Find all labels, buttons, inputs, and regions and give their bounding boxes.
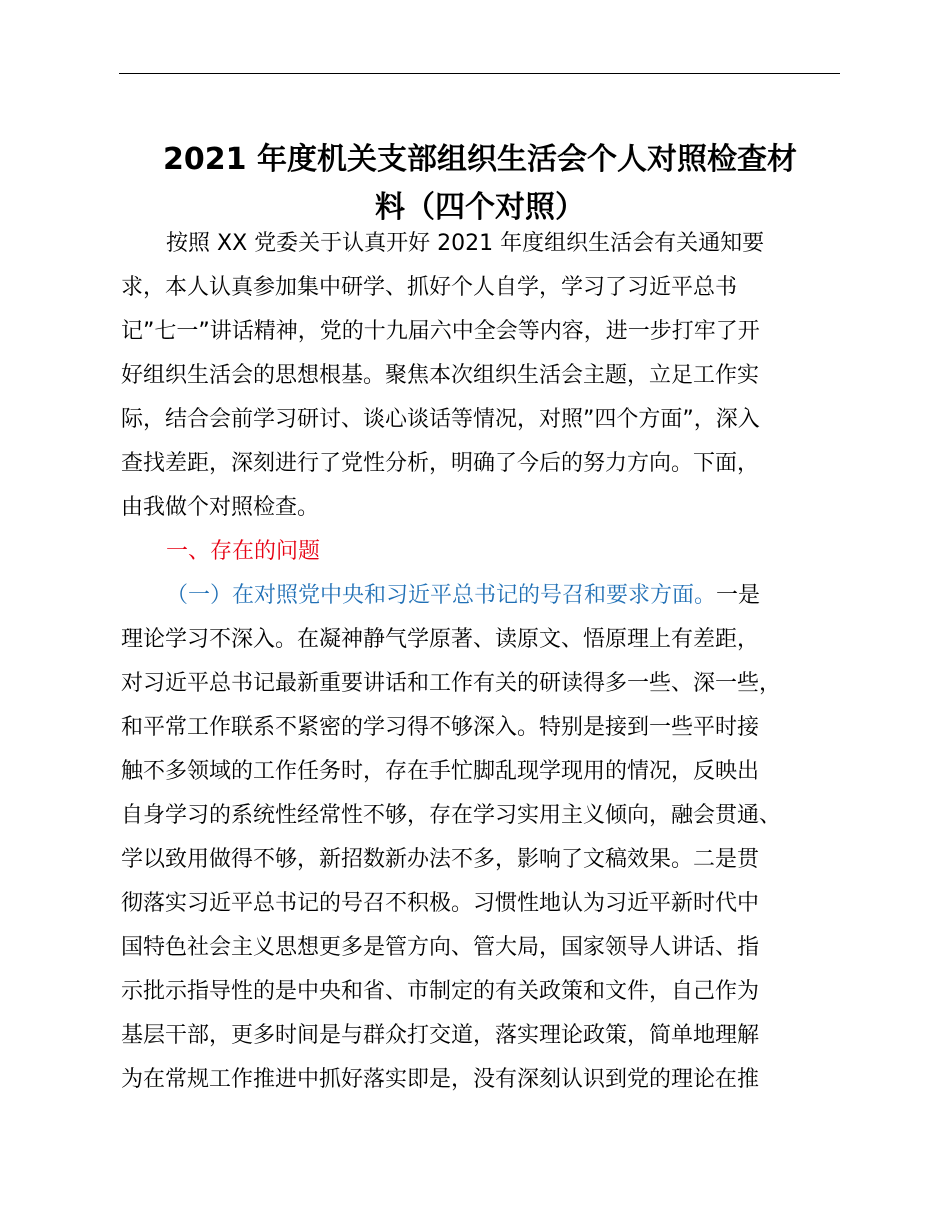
body-line-9: 示批示指导性的是中央和省、市制定的有关政策和文件，自己作为 bbox=[121, 979, 760, 1004]
body-line-7: 彻落实习近平总书记的号召不积极。习惯性地认为习近平新时代中 bbox=[121, 891, 760, 916]
intro-line-3: 记”七一”讲话精神，党的十九届六中全会等内容，进一步打牢了开 bbox=[121, 319, 760, 344]
intro-line-6: 查找差距，深刻进行了党性分析，明确了今后的努力方向。下面， bbox=[121, 451, 760, 476]
subsection-heading: （一）在对照党中央和习近平总书记的号召和要求方面。 bbox=[166, 583, 717, 608]
document-title bbox=[110, 136, 850, 232]
body-line-3: 和平常工作联系不紧密的学习得不够深入。特别是接到一些平时接 bbox=[121, 715, 760, 740]
subsection-line bbox=[166, 581, 760, 611]
body-line-2: 对习近平总书记最新重要讲话和工作有关的研读得多一些、深一些， bbox=[121, 671, 782, 696]
intro-line-1: 按照 XX 党委关于认真开好 2021 年度组织生活会有关通知要 bbox=[166, 231, 765, 256]
title-line-2: 料（四个对照） bbox=[375, 190, 585, 225]
body-line-4: 触不多领域的工作任务时，存在手忙脚乱现学现用的情况，反映出 bbox=[121, 759, 760, 784]
intro-line-4: 好组织生活会的思想根基。聚焦本次组织生活会主题，立足工作实 bbox=[121, 363, 760, 388]
intro-line-5: 际，结合会前学习研讨、谈心谈话等情况，对照”四个方面”，深入 bbox=[121, 407, 760, 432]
intro-line-2: 求，本人认真参加集中研学、抓好个人自学，学习了习近平总书 bbox=[121, 275, 738, 300]
title-line-1: 2021 年度机关支部组织生活会个人对照检查材 bbox=[163, 142, 797, 177]
body-line-10: 基层干部，更多时间是与群众打交道，落实理论政策，简单地理解 bbox=[121, 1023, 760, 1048]
body-line-5: 自身学习的系统性经常性不够，存在学习实用主义倾向，融会贯通、 bbox=[121, 803, 782, 828]
intro-line-7: 由我做个对照检查。 bbox=[121, 495, 320, 520]
section-heading: 一、存在的问题 bbox=[166, 539, 321, 564]
subsection-line-tail: 一是 bbox=[716, 583, 761, 608]
body-line-11: 为在常规工作推进中抓好落实即是，没有深刻认识到党的理论在推 bbox=[121, 1067, 760, 1092]
body-line-1: 理论学习不深入。在凝神静气学原著、读原文、悟原理上有差距， bbox=[121, 627, 760, 652]
body-line-6: 学以致用做得不够，新招数新办法不多，影响了文稿效果。二是贯 bbox=[121, 847, 760, 872]
header-rule bbox=[119, 73, 840, 74]
body-line-8: 国特色社会主义思想更多是管方向、管大局，国家领导人讲话、指 bbox=[121, 935, 760, 960]
